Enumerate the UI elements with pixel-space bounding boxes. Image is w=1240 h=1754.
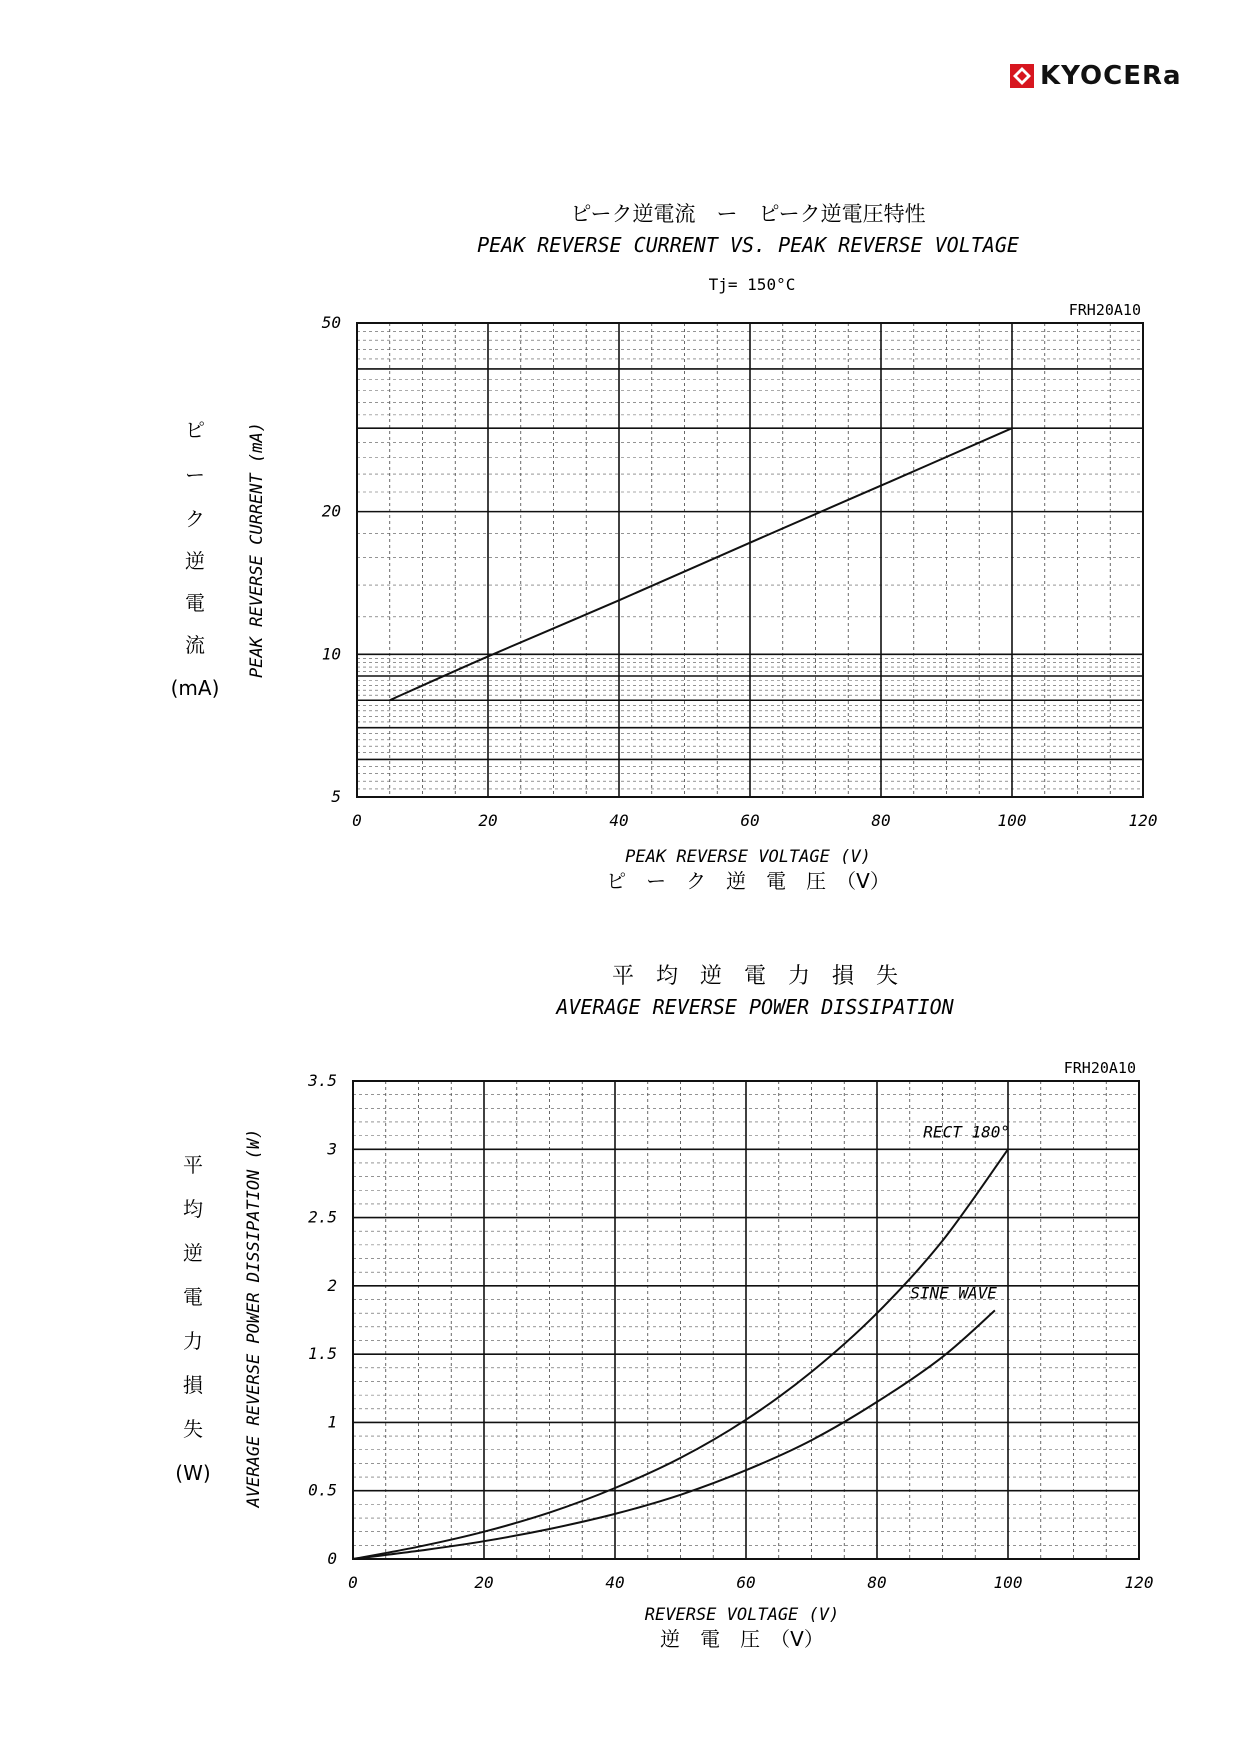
chart2-y-tick-label: 1 (327, 1412, 337, 1432)
chart1-ylabel-jp-char: 流 (185, 633, 205, 657)
chart2-ylabel-jp-char: 失 (183, 1417, 203, 1441)
chart1-x-tick-label: 20 (478, 811, 498, 830)
chart1-y-tick-label: 20 (321, 501, 341, 521)
chart2-ylabel-en: AVERAGE REVERSE POWER DISSIPATION (W) (244, 1128, 264, 1508)
chart1-x-tick-label: 40 (609, 811, 629, 830)
brand-name: KYOCERa (1040, 61, 1182, 91)
chart2-y-tick-label: 0.5 (308, 1480, 337, 1500)
chart1-y-tick-label: 5 (331, 787, 341, 806)
chart1-part-label: FRH20A10 (1068, 301, 1141, 319)
chart1-y-tick-label: 50 (321, 313, 341, 332)
chart2-series-label: RECT 180° (923, 1122, 1010, 1142)
chart2-ylabel-jp-char: 電 (183, 1285, 203, 1309)
chart1-ylabel-jp-char: (mA) (170, 676, 220, 700)
chart1-title-jp: ピーク逆電流 ー ピーク逆電圧特性 (570, 202, 926, 226)
chart2-part-label: FRH20A10 (1063, 1059, 1136, 1077)
chart1-ylabel-jp-char: ピ (185, 418, 205, 442)
chart1-y-tick-label: 10 (321, 644, 341, 664)
chart2-ylabel-jp-char: (W) (175, 1461, 211, 1485)
chart1-x-tick-label: 100 (997, 811, 1027, 830)
chart2-x-tick-label: 20 (474, 1573, 494, 1592)
chart2-ylabel-jp-char: 均 (183, 1197, 203, 1221)
chart2-y-tick-label: 0 (327, 1549, 337, 1568)
chart1-ylabel-jp-char: ク (185, 507, 205, 531)
chart2-xlabel-en: REVERSE VOLTAGE (V) (644, 1605, 840, 1625)
chart2-y-tick-label: 2.5 (308, 1207, 337, 1227)
chart2-xlabel-jp: 逆 電 圧 （V） (660, 1627, 824, 1651)
chart1-x-tick-label: 80 (871, 811, 891, 830)
chart2-x-tick-label: 120 (1124, 1573, 1154, 1592)
chart2-series-label: SINE WAVE (910, 1283, 997, 1303)
chart1-grid (357, 323, 1143, 797)
chart1-plot (322, 313, 1158, 830)
chart2-ylabel-jp-char: 平 (183, 1153, 203, 1177)
chart2-ylabel-jp (175, 1153, 210, 1485)
chart2-title-en: AVERAGE REVERSE POWER DISSIPATION (556, 995, 954, 1019)
chart1-x-tick-label: 60 (740, 811, 760, 830)
chart2-y-tick-label: 3.5 (308, 1071, 337, 1090)
chart1-series-line (390, 428, 1012, 700)
chart1-x-tick-label: 120 (1128, 811, 1158, 830)
chart2-grid (353, 1081, 1139, 1559)
chart2-title-jp: 平 均 逆 電 力 損 失 (611, 964, 899, 989)
chart1-ylabel-jp-char: 逆 (185, 549, 205, 573)
chart1-ylabel-jp-char: 電 (185, 591, 205, 615)
chart2-y-tick-label: 1.5 (308, 1344, 337, 1364)
chart1-ylabel-jp-char: ー (185, 463, 205, 487)
chart2-y-tick-label: 3 (327, 1139, 337, 1159)
chart2-series-line (353, 1310, 995, 1559)
chart2-ylabel-jp-char: 逆 (183, 1241, 203, 1265)
chart2-x-tick-label: 40 (605, 1573, 625, 1592)
chart2-y-tick-label: 2 (327, 1275, 337, 1295)
chart1-xlabel-en: PEAK REVERSE VOLTAGE (V) (625, 847, 871, 867)
chart1-xlabel-jp: ピ ー ク 逆 電 圧 （V） (606, 869, 890, 893)
chart2-plot (307, 1071, 1153, 1592)
chart1-title-en: PEAK REVERSE CURRENT VS. PEAK REVERSE VOLTAGE (477, 233, 1019, 257)
chart2-ylabel-jp-char: 損 (183, 1373, 203, 1397)
chart2-x-tick-label: 0 (348, 1573, 358, 1592)
chart1-ylabel-jp (171, 418, 220, 700)
chart2-x-tick-label: 100 (993, 1573, 1023, 1592)
chart2-ylabel-jp-char: 力 (183, 1329, 203, 1353)
chart1-condition: Tj= 150°C (708, 275, 796, 294)
chart1-ylabel-en: PEAK REVERSE CURRENT (mA) (247, 422, 267, 678)
chart2-x-tick-label: 60 (736, 1573, 756, 1592)
chart1-x-tick-label: 0 (352, 811, 362, 830)
chart2-x-tick-label: 80 (867, 1573, 887, 1592)
